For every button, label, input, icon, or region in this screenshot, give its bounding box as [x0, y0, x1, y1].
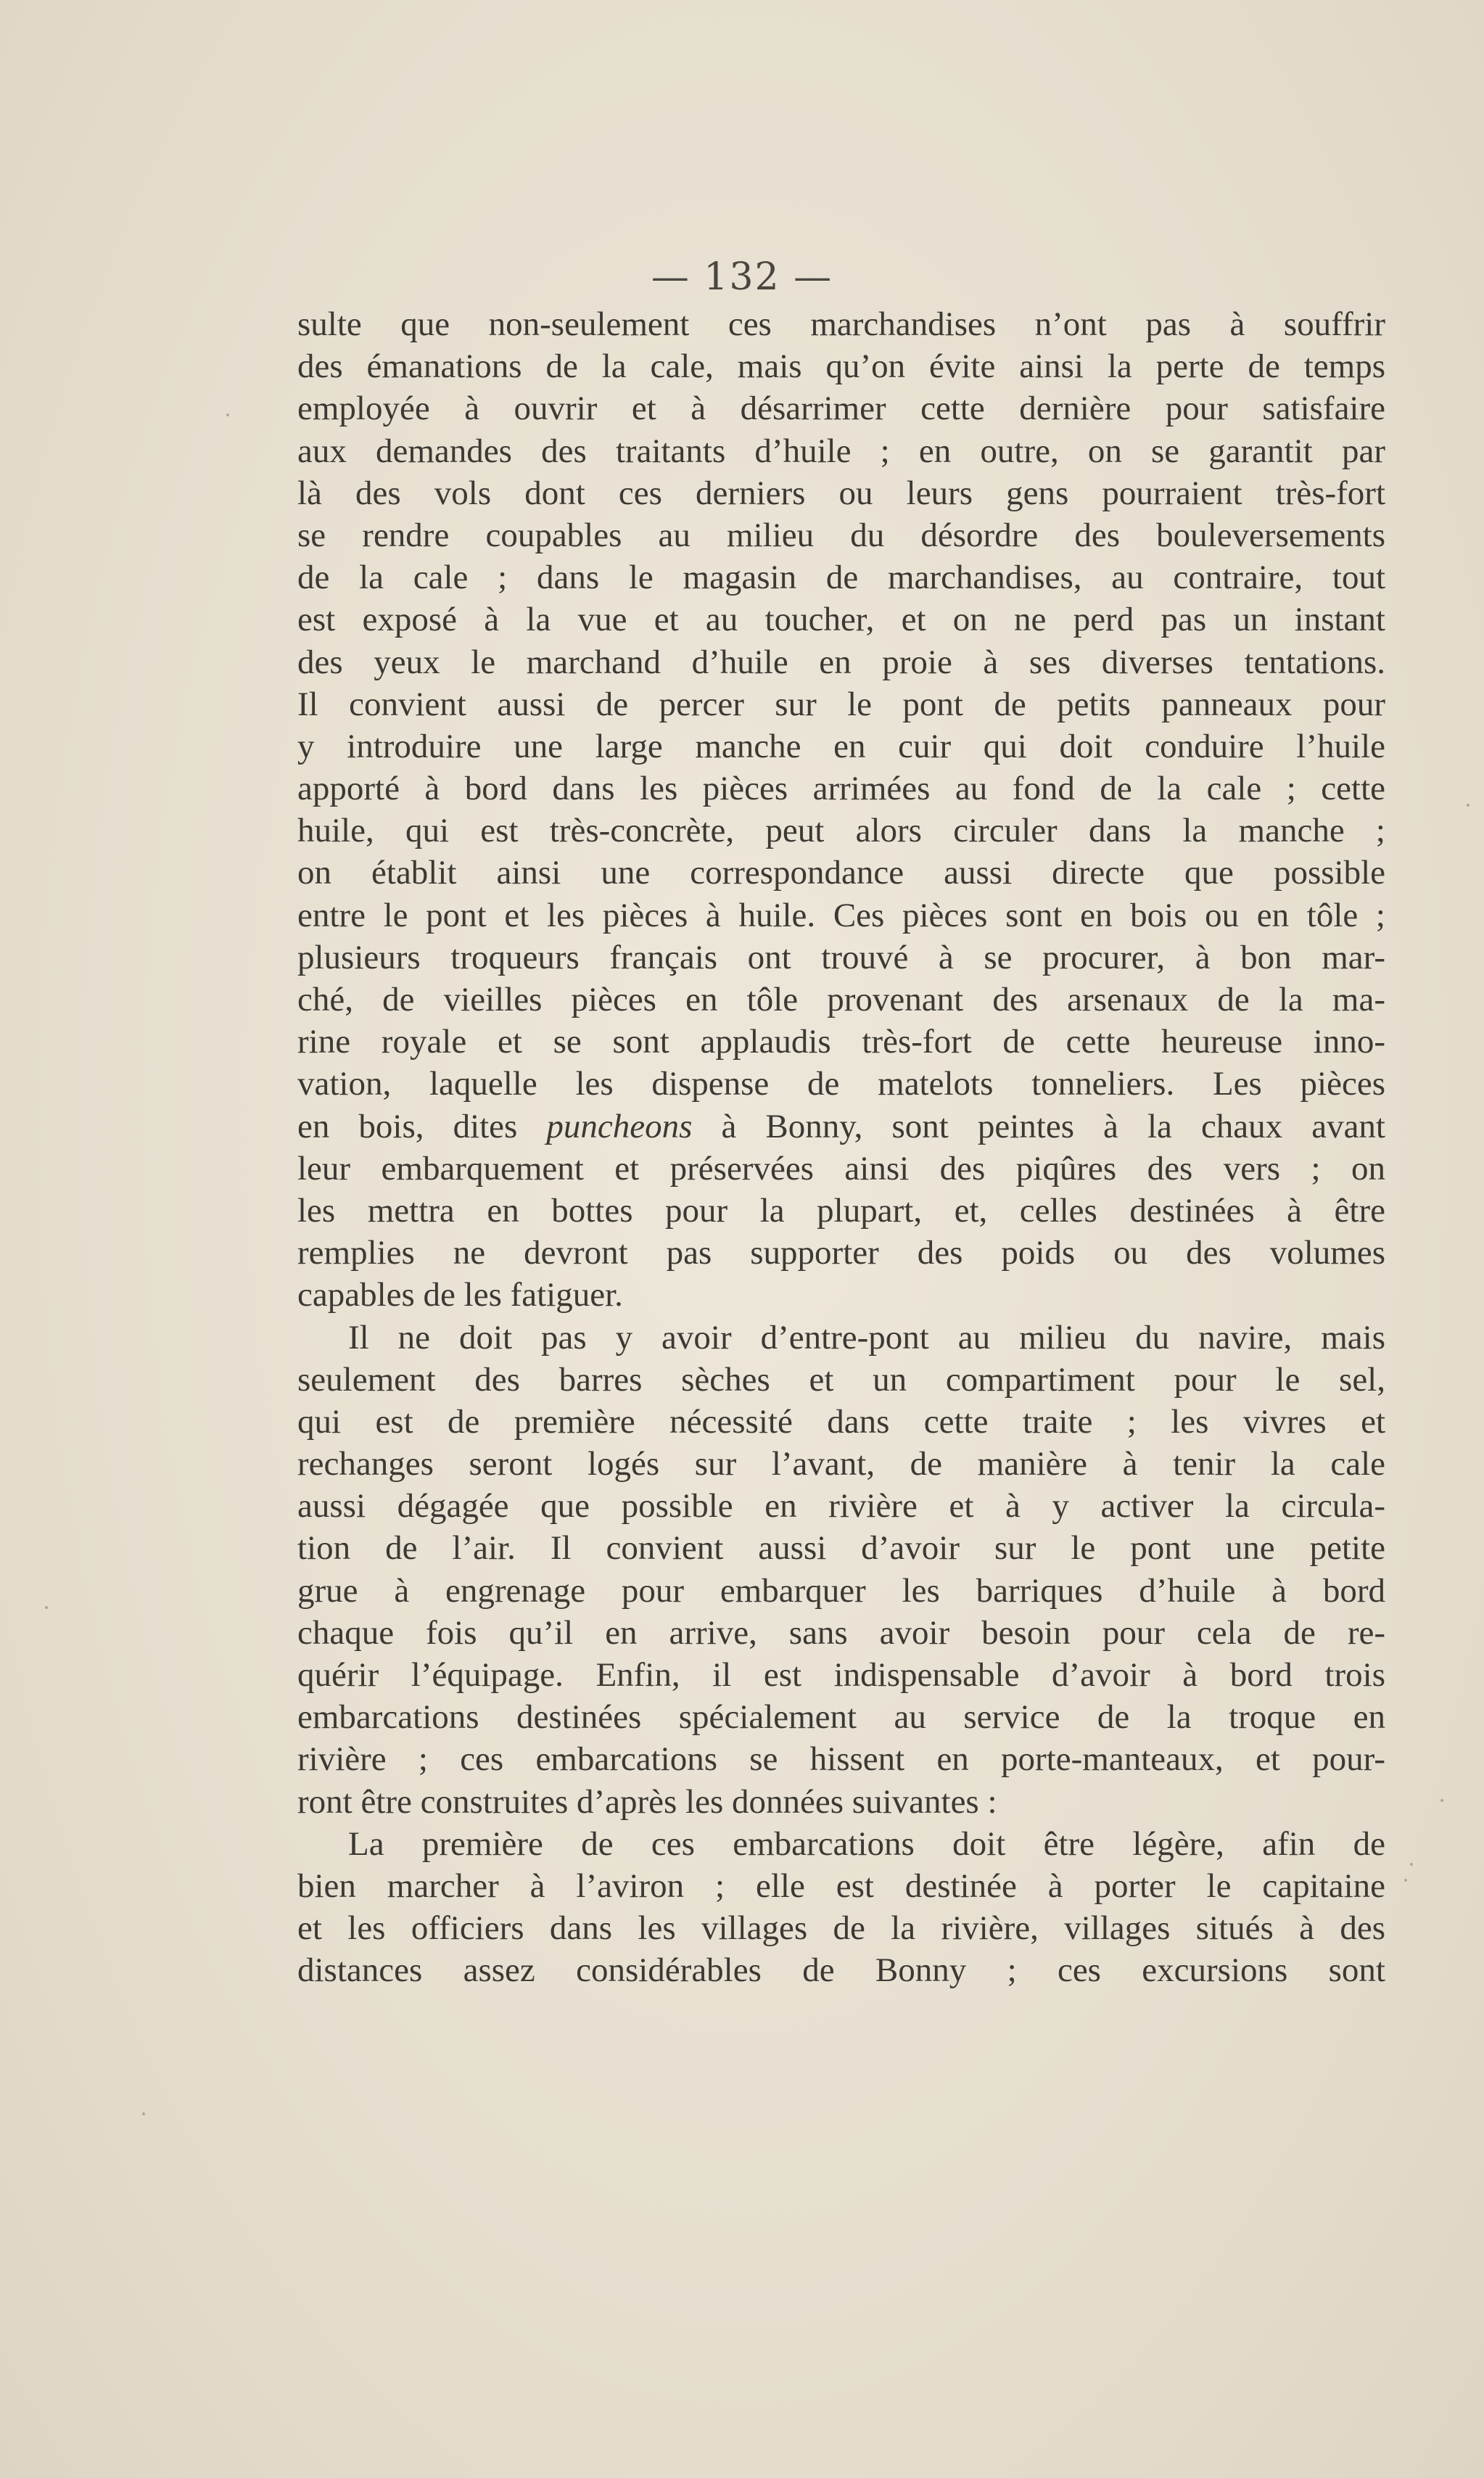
- text-line: apporté à bord dans les pièces arrimées au fond de la cale ; cette: [297, 770, 1385, 808]
- paper-speck: [1404, 1879, 1407, 1882]
- text-line: rine royale et se sont applaudis très-fort de cette heureuse inno-: [297, 1023, 1385, 1061]
- italic-term: puncheons: [546, 1107, 693, 1145]
- text-line: embarcations destinées spécialement au service de la troque en: [297, 1698, 1385, 1737]
- text-line: ront être construites d’après les données suivantes :: [297, 1782, 997, 1821]
- text-line: se rendre coupables au milieu du désordre des bouleversements: [297, 516, 1385, 554]
- text-line: tion de l’air. Il convient aussi d’avoir sur le pont une petite: [297, 1529, 1385, 1568]
- text-line: seulement des barres sèches et un compartiment pour le sel,: [297, 1360, 1385, 1399]
- text-line: leur embarquement et préservées ainsi des piqûres des vers ; on: [297, 1149, 1385, 1187]
- text-line: remplies ne devront pas supporter des poids ou des volumes: [297, 1234, 1385, 1272]
- paper-speck: [142, 2112, 145, 2115]
- text-line: employée à ouvrir et à désarrimer cette dernière pour satisfaire: [297, 390, 1385, 428]
- text-line: y introduire une large manche en cuir qui doit conduire l’huile: [297, 727, 1385, 765]
- text-line: rivière ; ces embarcations se hissent en porte-manteaux, et pour-: [297, 1740, 1385, 1779]
- page-number: — 132 —: [651, 255, 833, 299]
- text-line: quérir l’équipage. Enfin, il est indispensable d’avoir à bord trois: [297, 1656, 1385, 1694]
- text-line: des émanations de la cale, mais qu’on évite ainsi la perte de temps: [297, 347, 1385, 386]
- paper-speck: [1440, 1799, 1443, 1802]
- text-line: des yeux le marchand d’huile en proie à ses diverses tentations.: [297, 643, 1385, 681]
- paper-speck: [1467, 804, 1469, 807]
- text-line: aussi dégagée que possible en rivière et à y activer la circula-: [297, 1487, 1385, 1526]
- text-line: chaque fois qu’il en arrive, sans avoir besoin pour cela de re-: [297, 1613, 1385, 1652]
- text-line: Il ne doit pas y avoir d’entre-pont au milieu du navire, mais: [348, 1318, 1385, 1357]
- text-line: distances assez considérables de Bonny ; ces excursions sont: [297, 1951, 1385, 1990]
- text-line: est exposé à la vue et au toucher, et on ne perd pas un instant: [297, 601, 1385, 639]
- paper-speck: [45, 1606, 48, 1609]
- text-line: de la cale ; dans le magasin de marchandises, au contraire, tout: [297, 559, 1385, 597]
- text-line: La première de ces embarcations doit être légère, afin de: [348, 1824, 1385, 1863]
- text-line: plusieurs troqueurs français ont trouvé à se procurer, à bon mar-: [297, 938, 1385, 976]
- body-text: [297, 303, 1385, 1992]
- text-line: en bois, dites puncheons à Bonny, sont peintes à la chaux avant: [297, 1107, 1385, 1145]
- text-line: et les officiers dans les villages de la rivière, villages situés à des: [297, 1909, 1385, 1948]
- text-line: vation, laquelle les dispense de matelots tonneliers. Les pièces: [297, 1065, 1385, 1103]
- text-line: entre le pont et les pièces à huile. Ces pièces sont en bois ou en tôle ;: [297, 896, 1385, 934]
- text-line: grue à engrenage pour embarquer les barriques d’huile à bord: [297, 1571, 1385, 1610]
- paper-speck: [226, 413, 229, 416]
- text-line: rechanges seront logés sur l’avant, de manière à tenir la cale: [297, 1445, 1385, 1483]
- text-line: capables de les fatiguer.: [297, 1276, 623, 1314]
- text-line: qui est de première nécessité dans cette traite ; les vivres et: [297, 1402, 1385, 1441]
- text-line: ché, de vieilles pièces en tôle provenant des arsenaux de la ma-: [297, 981, 1385, 1018]
- text-line: on établit ainsi une correspondance aussi directe que possible: [297, 854, 1385, 892]
- paper-speck: [1410, 1863, 1413, 1866]
- text-line: sulte que non-seulement ces marchandises n’ont pas à souffrir: [297, 305, 1385, 343]
- text-line: bien marcher à l’aviron ; elle est destinée à porter le capitaine: [297, 1866, 1385, 1905]
- text-line: huile, qui est très-concrète, peut alors circuler dans la manche ;: [297, 812, 1385, 850]
- text-line: Il convient aussi de percer sur le pont de petits panneaux pour: [297, 685, 1385, 723]
- text-line: aux demandes des traitants d’huile ; en outre, on se garantit par: [297, 432, 1385, 470]
- text-line: là des vols dont ces derniers ou leurs gens pourraient très-fort: [297, 474, 1385, 512]
- text-line: les mettra en bottes pour la plupart, et, celles destinées à être: [297, 1191, 1385, 1230]
